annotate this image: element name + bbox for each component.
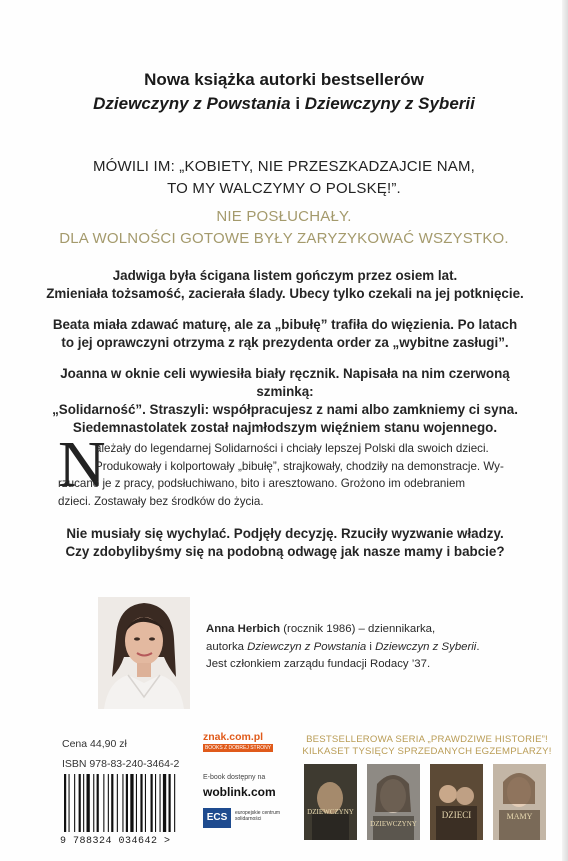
ecs-logo-mark: ECS xyxy=(203,808,231,828)
body-line: Produkowały i kolportowały „bibułę”, strajkowały, chodziły na demonstracje. Wy- xyxy=(95,459,504,473)
series-book-cover xyxy=(367,764,420,840)
drop-cap: N xyxy=(58,428,106,501)
author-photo xyxy=(98,597,190,709)
book-cover-art xyxy=(430,764,483,840)
book-title: MAMY xyxy=(506,812,533,821)
author-bio xyxy=(206,621,506,674)
paragraph-line: Beata miała zdawać maturę, ale za „bibułę” trafiła do więzienia. Po latach xyxy=(52,317,518,332)
author-book2: Dziewczyn z Syberii xyxy=(375,640,477,653)
author-line2-conj: i xyxy=(366,640,376,653)
closing-paragraph xyxy=(40,525,530,561)
paragraph-joanna xyxy=(40,365,530,437)
series-banner-line-1: BESTSELLEROWA SERIA „PRAWDZIWE HISTORIE”! xyxy=(306,734,548,745)
paragraph-line: „Solidarność”. Straszyli: współpracujesz z nami albo zamkniemy ci syna. xyxy=(52,402,518,417)
ecs-logo xyxy=(203,808,281,828)
cover-edge xyxy=(562,0,568,861)
ecs-logo-text: europejskie centrum solidarności xyxy=(235,810,281,822)
body-line: dzieci. Zostawały bez środków do życia. xyxy=(58,494,264,508)
author-name: Anna Herbich xyxy=(206,623,281,635)
closing-line: Czy zdobylibyśmy się na podobną odwagę jak nasze mamy i babcie? xyxy=(65,544,505,559)
book-title: DZIECI xyxy=(441,810,472,820)
body-paragraph-start xyxy=(95,440,515,475)
author-portrait-image xyxy=(98,597,190,709)
paragraph-line: Joanna w oknie celi wywiesiła biały ręcznik. Napisała na nim czerwoną szminką: xyxy=(60,366,510,399)
author-line2-end: . xyxy=(476,640,480,653)
barcode-number: 9 788324 034642 > xyxy=(60,836,171,847)
author-line2-pre: autorka xyxy=(206,640,248,653)
paragraph-jadwiga xyxy=(40,267,530,303)
barcode-image xyxy=(60,774,190,836)
publisher-logo xyxy=(203,731,283,752)
body-line: rzucano je z pracy, podsłuchiwano, bito i aresztowano. Grożono im odebraniem xyxy=(58,477,466,490)
paragraph-beata xyxy=(40,316,530,352)
cover-subheadline xyxy=(0,94,568,114)
series-book-cover xyxy=(430,764,483,840)
series-banner-line-2: KILKASET TYSIĘCY SPRZEDANYCH EGZEMPLARZY! xyxy=(302,746,552,757)
paragraph-line: to jej oprawczyni otrzyma z rąk prezydenta order za „wybitne zasługi”. xyxy=(61,335,509,350)
book-title: DZIEWCZYNY xyxy=(307,808,354,816)
body-line: ależały do legendarnej Solidarności i chciały lepszej Polski dla swoich dzieci. xyxy=(95,442,489,455)
quote-line-2: TO MY WALCZYMY O POLSKĘ!”. xyxy=(167,180,401,197)
book-title-powstania: Dziewczyny z Powstania xyxy=(93,94,291,113)
book-cover-art xyxy=(304,764,357,840)
book-cover-art xyxy=(367,764,420,840)
book-cover-art xyxy=(493,764,546,840)
publisher-tagline: BOOKS Z DOBREJ STRONY xyxy=(204,745,272,751)
quote-line-1: MÓWILI IM: „KOBIETY, NIE PRZESZKADZAJCIE NAM, xyxy=(92,158,476,175)
conjunction: i xyxy=(290,94,305,113)
paragraph-line: Jadwiga była ścigana listem gończym przez osiem lat. xyxy=(112,268,458,283)
cover-headline: Nowa książka autorki bestsellerów xyxy=(144,70,424,89)
series-book-cover xyxy=(304,764,357,840)
author-bio-line: Jest członkiem zarządu fundacji Rodacy ’37. xyxy=(206,658,431,670)
quote-line-3: NIE POSŁUCHAŁY. xyxy=(216,208,352,225)
book-title-syberii: Dziewczyny z Syberii xyxy=(304,94,475,113)
body-paragraph-end xyxy=(58,475,515,510)
paragraph-line: Zmieniała tożsamość, zacierała ślady. Ubecy tylko czekali na jej potknięcie. xyxy=(46,286,524,301)
author-birth: (rocznik 1986) – dziennikarka, xyxy=(280,623,436,635)
series-book-cover xyxy=(493,764,546,840)
author-bio-line xyxy=(206,639,506,657)
publisher-name: znak.com.pl xyxy=(203,731,264,743)
ebook-note: E-book dostępny na xyxy=(203,774,266,781)
isbn-label: ISBN 978-83-240-3464-2 xyxy=(62,758,180,770)
book-title: DZIEWCZYNY xyxy=(370,820,417,828)
author-book1: Dziewczyn z Powstania xyxy=(247,640,367,653)
closing-line: Nie musiały się wychylać. Podjęły decyzję. Rzuciły wyzwanie władzy. xyxy=(66,526,504,541)
price-label: Cena 44,90 zł xyxy=(62,738,127,750)
paragraph-line: Siedemnastolatek został najmłodszym więźniem stanu wojennego. xyxy=(72,420,498,435)
quote-line-4: DLA WOLNOŚCI GOTOWE BYŁY ZARYZYKOWAĆ WSZYSTKO. xyxy=(59,230,509,247)
woblink-logo: woblink.com xyxy=(203,785,276,799)
author-bio-line xyxy=(206,621,506,639)
